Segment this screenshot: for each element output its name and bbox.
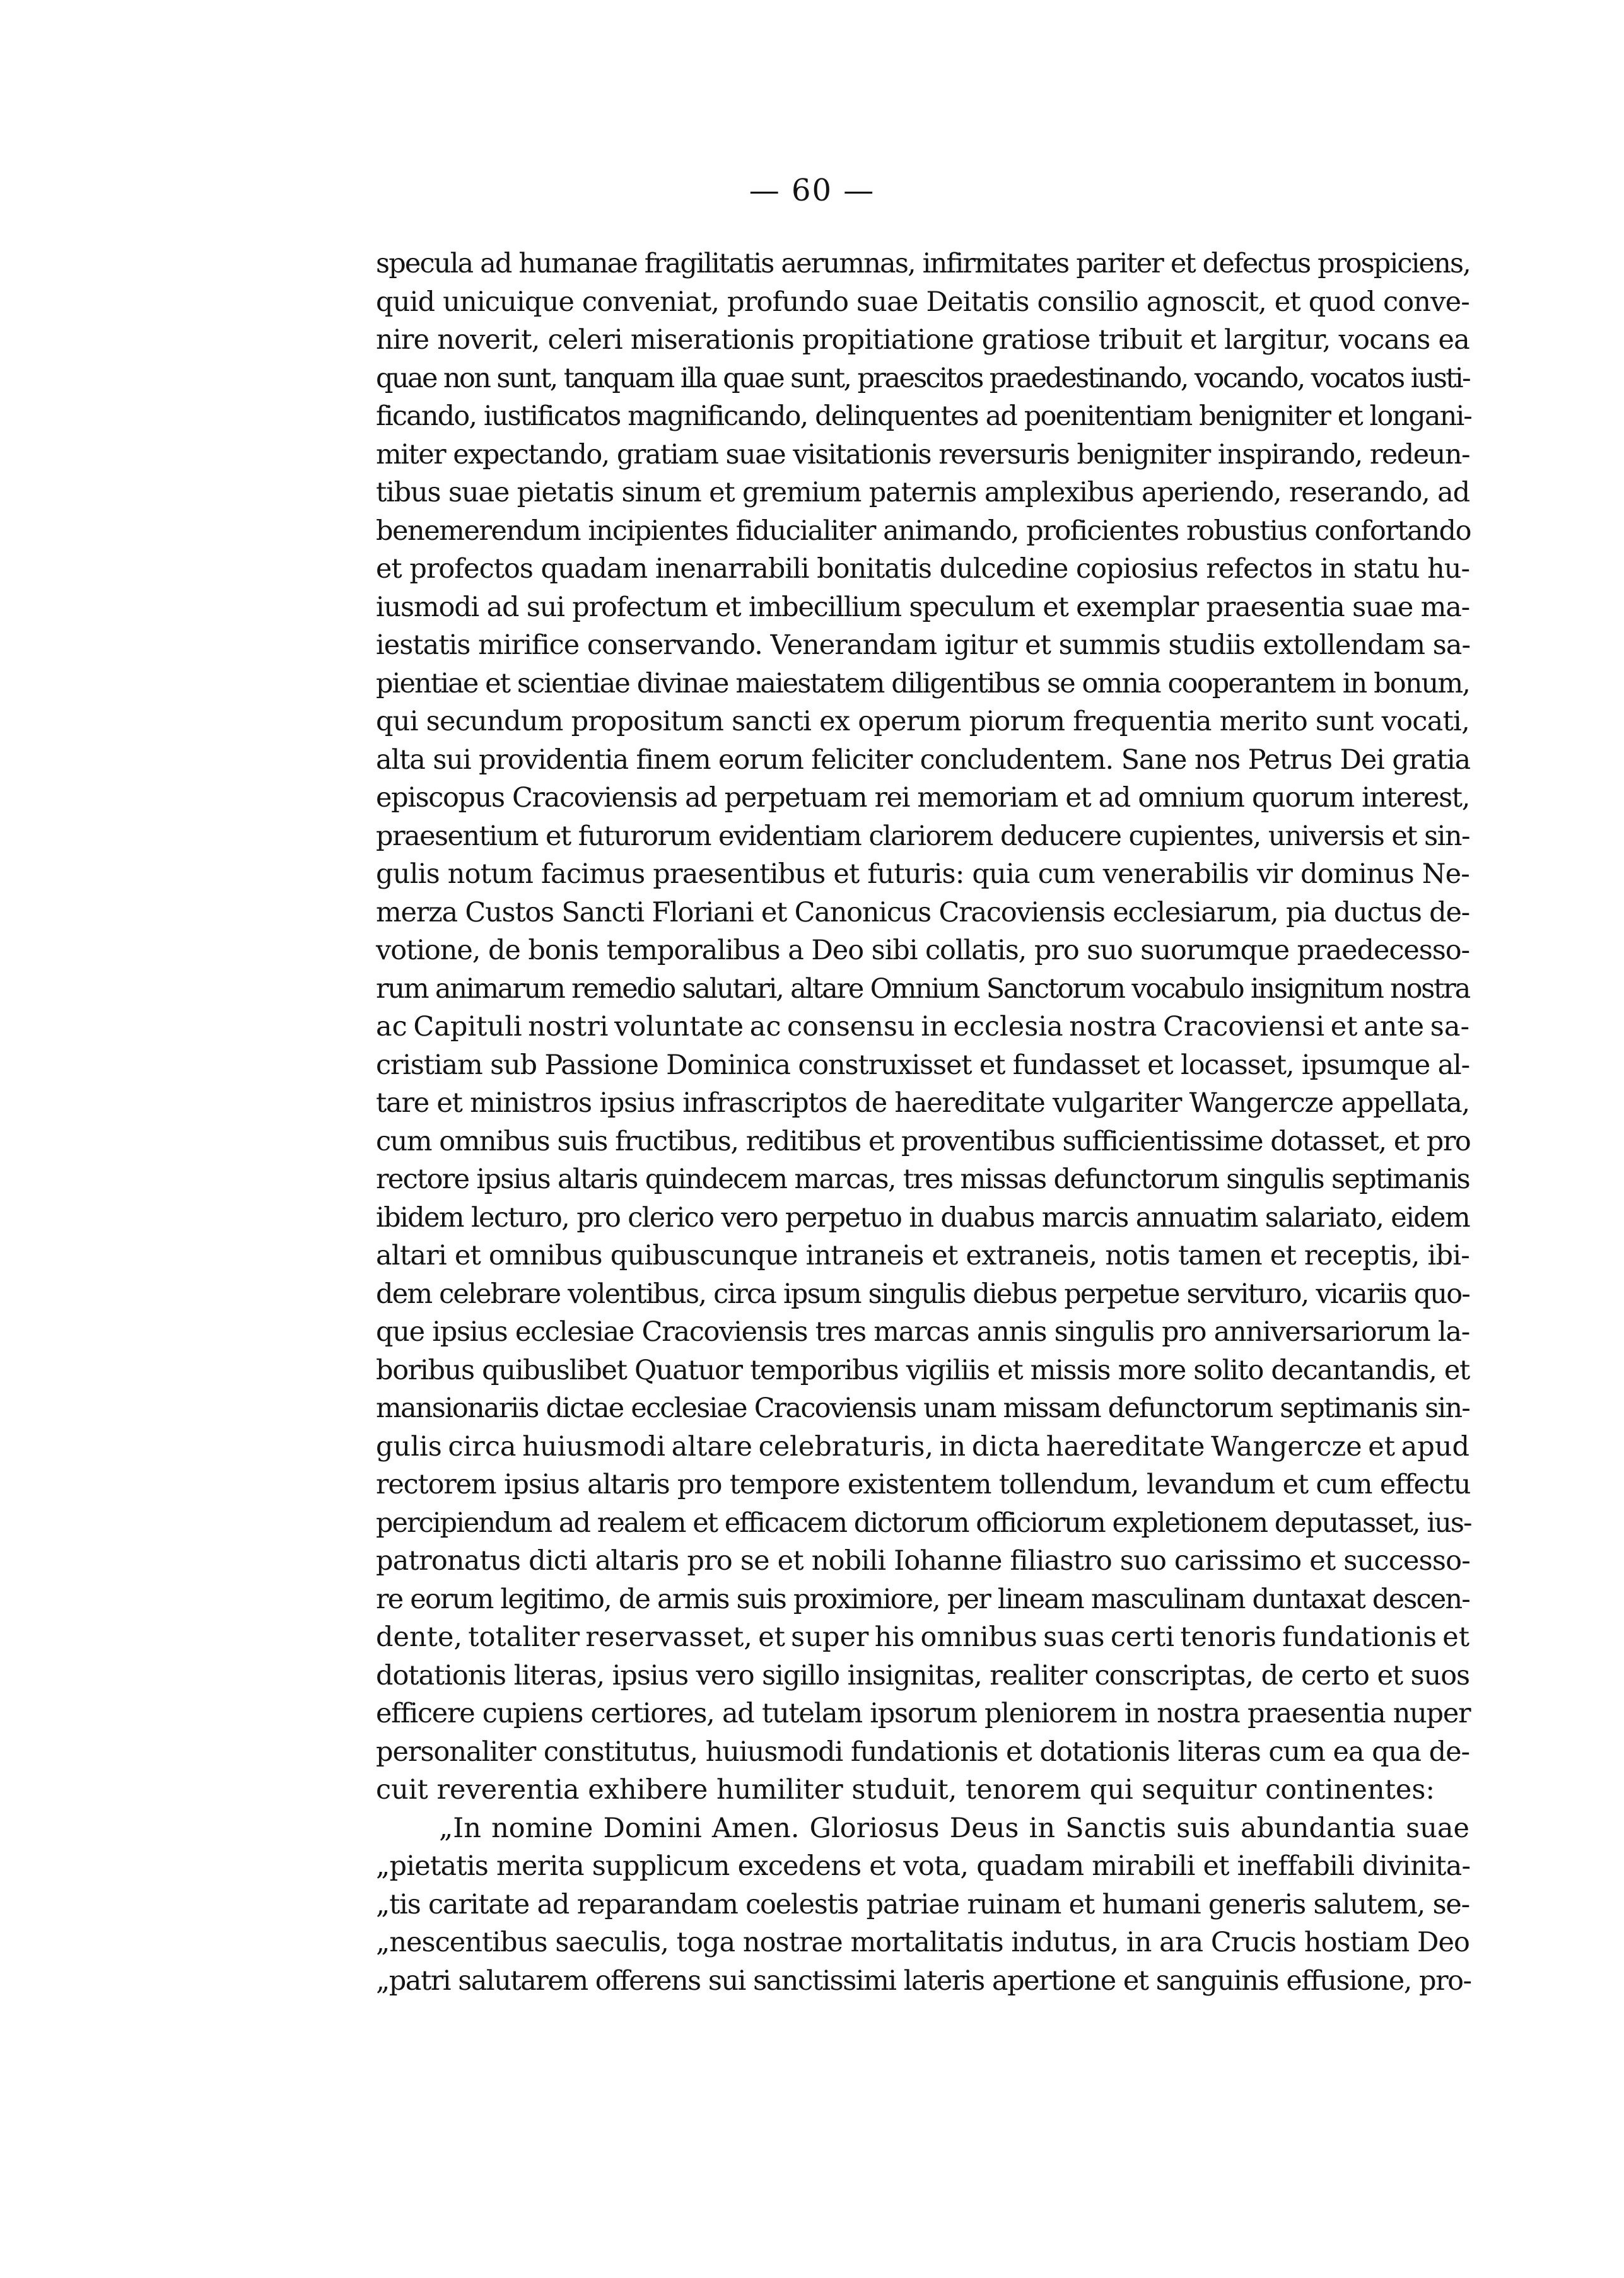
text-line: praesentium et futurorum evidentiam clariorem deducere cupientes, universis et sin-	[376, 820, 1469, 852]
text-line: specula ad humanae fragilitatis aerumnas, infirmitates pariter et defectus prospiciens,	[376, 248, 1470, 279]
quote-line: „patri salutarem offerens sui sanctissimi lateris apertione et sanguinis effusione, pro-	[376, 1965, 1471, 1997]
text-line: cuit reverentia exhibere humiliter studuit, tenorem qui sequitur continentes:	[376, 1774, 1435, 1806]
text-line: mansionariis dictae ecclesiae Cracoviensis unam missam defunctorum septimanis sin-	[376, 1393, 1469, 1424]
text-line: dem celebrare volentibus, circa ipsum singulis diebus perpetue servituro, vicariis quo-	[376, 1278, 1469, 1310]
text-line: miter expectando, gratiam suae visitationis reversuris benigniter inspirando, redeun-	[376, 438, 1469, 470]
text-line: personaliter constitutus, huiusmodi fundationis et dotationis literas cum ea qua de-	[376, 1736, 1469, 1768]
text-line: tare et ministros ipsius infrascriptos de haereditate vulgariter Wangercze appellata,	[376, 1087, 1469, 1119]
body-text	[376, 245, 1469, 2000]
text-line: percipiendum ad realem et efficacem dictorum officiorum expletionem deputasset, ius-	[376, 1507, 1471, 1539]
text-line: iusmodi ad sui profectum et imbecillium speculum et exemplar praesentia suae ma-	[376, 591, 1469, 623]
text-line: rectorem ipsius altaris pro tempore existentem tollendum, levandum et cum effectu	[376, 1469, 1471, 1500]
text-line: gulis notum facimus praesentibus et futuris: quia cum venerabilis vir dominus Ne-	[376, 858, 1470, 890]
text-line: et profectos quadam inenarrabili bonitatis dulcedine copiosius refectos in statu hu-	[376, 553, 1469, 585]
text-line: benemerendum incipientes fiducialiter animando, proficientes robustius confortando	[376, 515, 1471, 547]
text-line: ficando, iustificatos magnificando, delinquentes ad poenitentiam benigniter et longani-	[376, 400, 1471, 432]
text-line: quid unicuique conveniat, profundo suae Deitatis consilio agnoscit, et quod conve-	[376, 286, 1469, 318]
text-line: qui secundum propositum sancti ex operum piorum frequentia merito sunt vocati,	[376, 706, 1469, 737]
text-line: dotationis literas, ipsius vero sigillo insignitas, realiter conscriptas, de certo et suos	[376, 1659, 1469, 1691]
text-line: ibidem lecturo, pro clerico vero perpetuo in duabus marcis annuatim salariato, eidem	[376, 1201, 1469, 1234]
text-line: pientiae et scientiae divinae maiestatem diligentibus se omnia cooperantem in bonum,	[376, 667, 1469, 699]
text-line: ac Capituli nostri voluntate ac consensu in ecclesia nostra Cracoviensi et ante sa-	[376, 1011, 1469, 1043]
quote-line: „nescentibus saeculis, toga nostrae mortalitatis indutus, in ara Crucis hostiam Deo	[376, 1927, 1469, 1958]
page-number: — 60 —	[749, 173, 875, 208]
text-line: altari et omnibus quibuscunque intraneis et extraneis, notis tamen et receptis, ibi-	[376, 1240, 1469, 1271]
text-line: que ipsius ecclesiae Cracoviensis tres marcas annis singulis pro anniversariorum la-	[376, 1316, 1469, 1348]
text-line: quae non sunt, tanquam illa quae sunt, praescitos praedestinando, vocando, vocatos iusti-	[376, 362, 1469, 394]
quote-line: „tis caritate ad reparandam coelestis patriae ruinam et humani generis salutem, se-	[376, 1888, 1469, 1920]
text-line: rectore ipsius altaris quindecem marcas, tres missas defunctorum singulis septimanis	[376, 1164, 1469, 1195]
text-line: votione, de bonis temporalibus a Deo sibi collatis, pro suo suorumque praedecesso-	[376, 935, 1469, 966]
text-line: episcopus Cracoviensis ad perpetuam rei memoriam et ad omnium quorum interest,	[376, 782, 1469, 814]
text-line: efficere cupiens certiores, ad tutelam ipsorum pleniorem in nostra praesentia nuper	[376, 1698, 1471, 1729]
quote-line: „In nomine Domini Amen. Gloriosus Deus in Sanctis suis abundantia suae	[439, 1812, 1469, 1844]
quote-line: „pietatis merita supplicum excedens et vota, quadam mirabili et ineffabili divinita-	[376, 1850, 1471, 1882]
text-line: cum omnibus suis fructibus, reditibus et proventibus sufficientissime dotasset, et pro	[376, 1125, 1471, 1157]
text-line: merza Custos Sancti Floriani et Canonicus Cracoviensis ecclesiarum, pia ductus de-	[376, 896, 1469, 928]
text-line: nire noverit, celeri miserationis propitiatione gratiose tribuit et largitur, vocans ea	[376, 324, 1469, 356]
text-line: cristiam sub Passione Dominica construxisset et fundasset et locasset, ipsumque al-	[376, 1049, 1469, 1081]
text-line: alta sui providentia finem eorum feliciter concludentem. Sane nos Petrus Dei gratia	[376, 744, 1470, 776]
text-line: gulis circa huiusmodi altare celebraturis, in dicta haereditate Wangercze et apud	[376, 1430, 1469, 1463]
text-line: boribus quibuslibet Quatuor temporibus vigiliis et missis more solito decantandis, et	[376, 1354, 1469, 1386]
text-line: rum animarum remedio salutari, altare Omnium Sanctorum vocabulo insignitum nostra	[376, 973, 1469, 1005]
text-line: tibus suae pietatis sinum et gremium paternis amplexibus aperiendo, reserando, ad	[376, 477, 1469, 508]
text-line: re eorum legitimo, de armis suis proximiore, per lineam masculinam duntaxat descen-	[376, 1583, 1469, 1615]
text-line: dente, totaliter reservasset, et super his omnibus suas certi tenoris fundationis et	[376, 1621, 1469, 1653]
text-line: patronatus dicti altaris pro se et nobili Iohanne filiastro suo carissimo et successo-	[376, 1545, 1470, 1577]
text-line: iestatis mirifice conservando. Venerandam igitur et summis studiis extollendam sa-	[376, 629, 1470, 661]
